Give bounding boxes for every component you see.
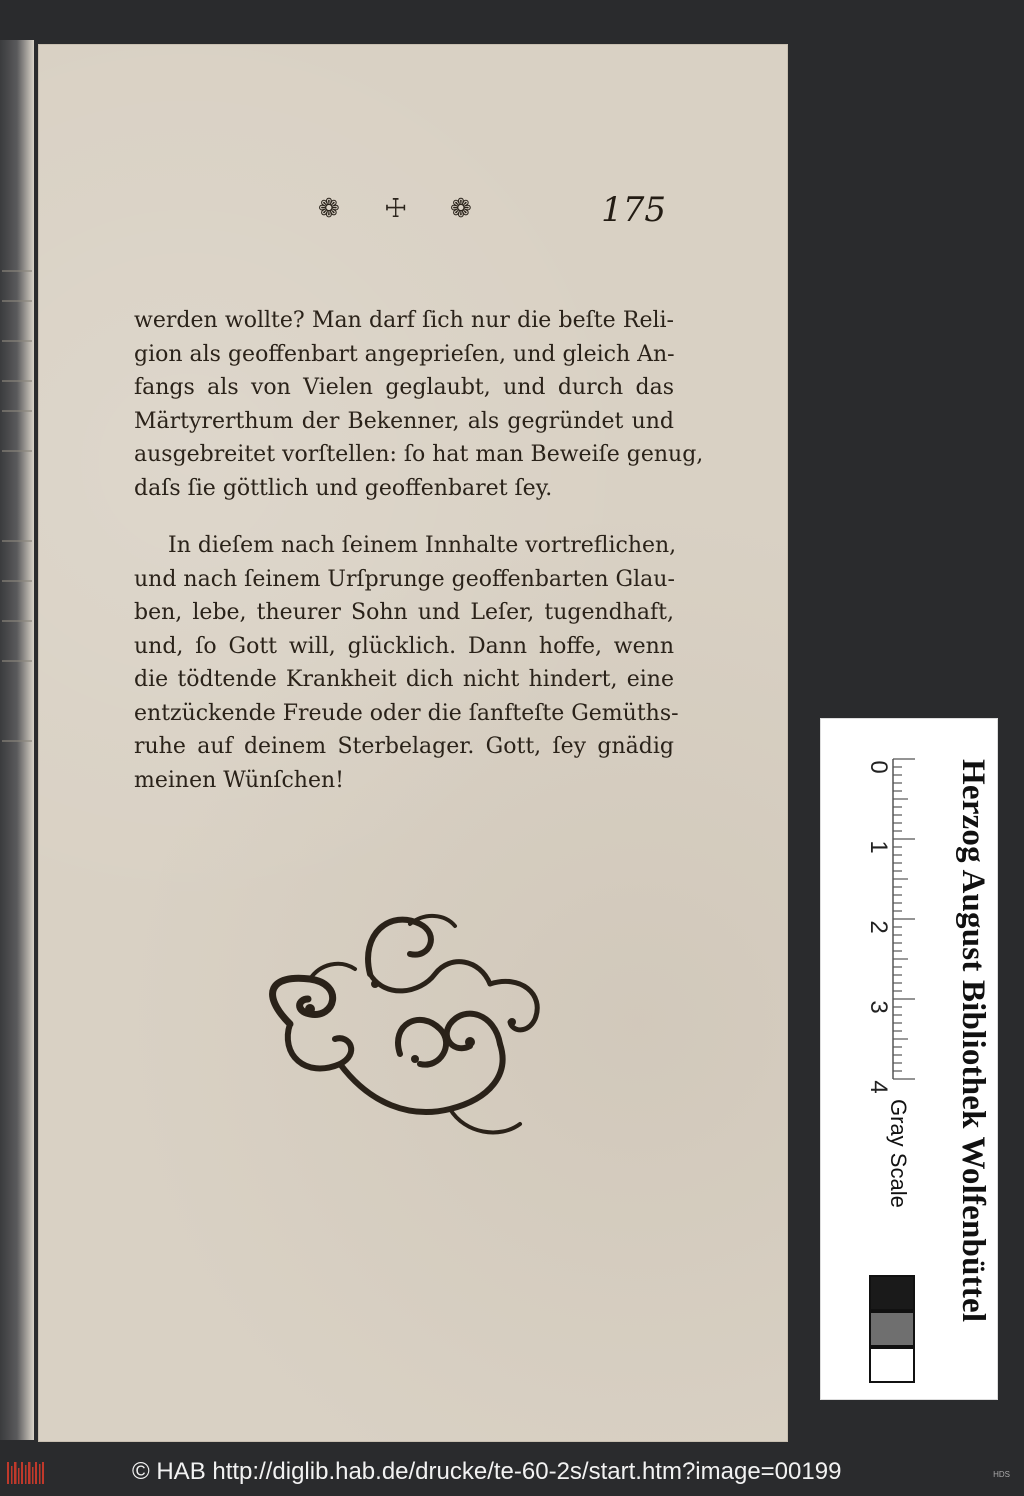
color-reference-ruler	[820, 718, 998, 1400]
text-line: gion als geoffenbart angeprieſen, und gleich An-	[134, 341, 675, 367]
scale-number: 3	[865, 1000, 892, 1014]
viewer-footer	[0, 1452, 1024, 1496]
grayscale-swatch-gray	[869, 1311, 915, 1347]
centimeter-scale	[841, 749, 941, 1109]
grayscale-label	[879, 1099, 919, 1229]
hab-barcode-logo-icon	[6, 1458, 46, 1488]
adjacent-page-edge	[0, 40, 34, 1440]
footer-mark: HDS	[993, 1470, 1010, 1479]
book-page	[38, 44, 788, 1442]
scale-number: 4	[865, 1080, 892, 1094]
text-line: daſs ſie göttlich und geoffenbaret ſey.	[134, 475, 553, 501]
page-number: 175	[601, 190, 666, 230]
rosette-ornament-icon: ❁	[450, 194, 472, 224]
text-line: die tödtende Krankheit dich nicht hindert, eine	[134, 667, 674, 692]
text-line: In dieſem nach ſeinem Innhalte vortreflichen,	[168, 533, 677, 558]
text-line: und nach ſeinem Urſprunge geoffenbarten Glau-	[134, 566, 675, 592]
cross-ornament-icon: ☩	[384, 194, 408, 224]
scale-number: 2	[865, 920, 892, 934]
text-line: ausgebreitet vorſtellen: ſo hat man Beweiſe genug,	[134, 442, 704, 467]
text-line: ben, lebe, theurer Sohn und Leſer, tugendhaft,	[134, 600, 674, 625]
institution-label	[947, 759, 995, 1379]
text-line: fangs als von Vielen geglaubt, und durch das	[134, 375, 674, 400]
copyright-link[interactable]: © HAB http://diglib.hab.de/drucke/te-60-2s/start.htm?image=00199	[132, 1458, 842, 1485]
text-line: entzückende Freude oder die ſanfteſte Gemüths-	[134, 700, 679, 726]
paragraph-2	[134, 529, 679, 797]
rosette-ornament-icon: ❁	[318, 194, 340, 224]
grayscale-swatch-white	[869, 1347, 915, 1383]
page-header	[318, 190, 678, 234]
text-line: ruhe auf deinem Sterbelager. Gott, ſey gnädig	[134, 734, 674, 759]
rococo-vignette-ornament	[250, 904, 560, 1154]
text-line: Märtyrerthum der Bekenner, als gegründet und	[134, 408, 674, 434]
scale-number: 1	[865, 840, 892, 854]
text-line: werden wollte? Man darf ſich nur die beſte Reli-	[134, 308, 674, 333]
grayscale-text: Gray Scale	[886, 1099, 911, 1208]
grayscale-swatch-black	[869, 1275, 915, 1311]
scale-number: 0	[865, 760, 892, 774]
text-line: und, ſo Gott will, glücklich. Dann hoffe, wenn	[134, 633, 674, 659]
institution-name: Herzog August Bibliothek Wolfenbüttel	[955, 759, 991, 1323]
text-line: meinen Wünſchen!	[134, 767, 344, 793]
paragraph-1	[134, 304, 704, 505]
